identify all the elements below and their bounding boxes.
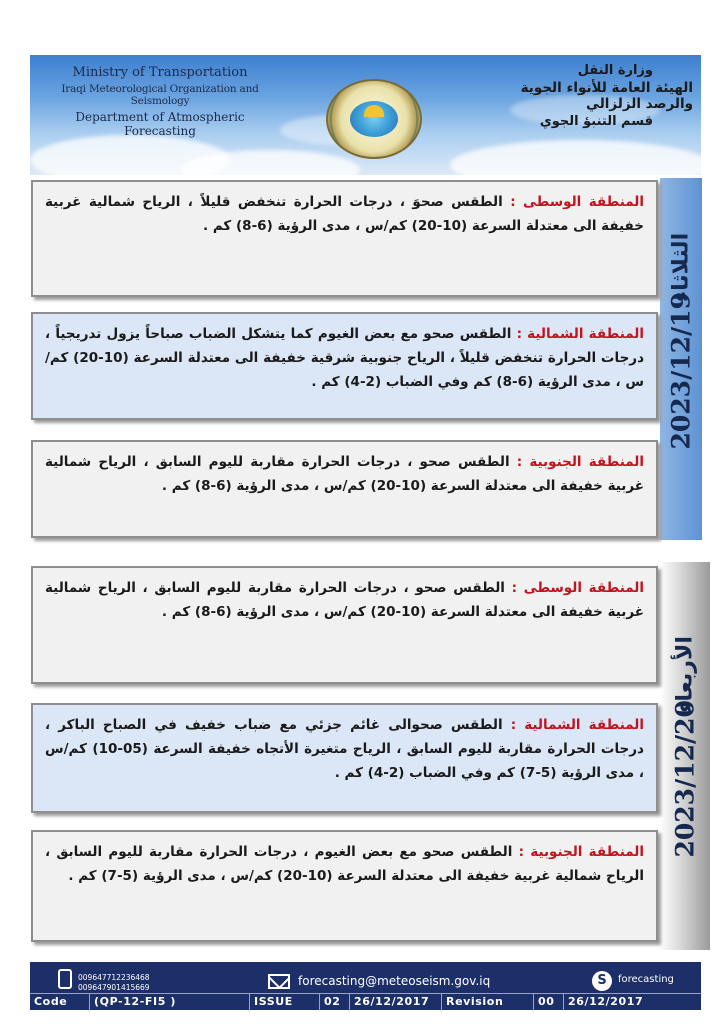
forecast-day2-south <box>31 830 658 942</box>
forecast-text: الطقس صحو ، درجات الحرارة مقاربة لليوم السابق ، الرياح شمالية غربية خفيفة الى معتدلة السرعة (10-20) كم/س ، مدى الرؤية (6-8) كم . <box>45 454 644 494</box>
skype-handle[interactable]: forecasting <box>618 974 674 985</box>
header-arabic-block <box>483 63 693 129</box>
ministry-name-en: Ministry of Transportation <box>72 65 248 80</box>
issue-date: 26/12/2017 <box>350 994 442 1010</box>
envelope-icon <box>268 974 290 989</box>
forecast-text: الطقس صحو ، درجات الحرارة مقاربة لليوم السابق ، الرياح شمالية غربية خفيفة الى معتدلة السرعة (10-20) كم/س ، مدى الرؤية (6-8) كم . <box>45 580 644 620</box>
code-value: (QP-12-FI5 ) <box>90 994 250 1010</box>
organization-name-ar: الهيئة العامة للأنواء الجوية والرصد الزلزالي <box>520 80 693 112</box>
region-label: المنطقة الشمالية : <box>510 717 644 733</box>
phone-number-1: 009647712236468 <box>78 973 150 982</box>
forecast-day1-north <box>31 312 658 420</box>
department-name-ar: قسم التنبؤ الجوي <box>539 114 653 129</box>
forecast-text: الطقس صحو مع بعض الغيوم ، درجات الحرارة مقاربة لليوم السابق ، الرياح شمالية غربية خفيفة الى معتدلة السرعة (10-20) كم/س ، مدى الرؤية (5-7) كم . <box>45 844 644 884</box>
forecast-day1-central <box>31 180 658 297</box>
region-label: المنطقة الوسطى : <box>511 580 644 596</box>
issue-label: ISSUE <box>250 994 320 1010</box>
organization-name-en: Iraqi Meteorological Organization and Seismology <box>61 83 259 107</box>
region-label: المنطقة الجنوبية : <box>518 844 644 860</box>
ministry-name-ar: وزارة النقل <box>577 63 653 78</box>
phone-icon <box>58 969 72 989</box>
revision-label: Revision <box>442 994 534 1010</box>
day-2-date: 2023/12/20 <box>670 700 700 858</box>
revision-date: 26/12/2017 <box>568 995 644 1008</box>
skype-icon: S <box>592 971 612 991</box>
day-1-name: الثلاثاء <box>668 232 694 303</box>
region-label: المنطقة الوسطى : <box>510 194 644 210</box>
footer <box>30 962 701 1010</box>
day-1-date: 2023/12/19 <box>666 292 696 450</box>
issue-number: 02 <box>320 994 350 1010</box>
code-label: Code <box>30 994 90 1010</box>
forecast-day2-north <box>31 703 658 813</box>
header-english-block <box>40 65 280 138</box>
day-2-name: الأربعاء <box>672 636 698 713</box>
forecast-text: الطقس صحو مع بعض الغيوم كما يتشكل الضباب صباحاً يزول تدريجياً ، درجات الحرارة تنخفض قليلاً ، الرياح جنوبية شرقية خفيفة الى معتدلة السرعة (10-20) كم/س ، مدى الرؤية (6-8) كم وفي الضباب (2-4) كم . <box>45 326 644 390</box>
revision-number: 00 <box>534 994 564 1010</box>
phone-number-2: 009647901415669 <box>78 983 150 992</box>
phone-numbers <box>78 973 150 993</box>
forecast-text: الطقس صحوَ ، درجات الحرارة تنخفض قليلاً ، الرياح شمالية غربية خفيفة الى معتدلة السرعة (10-20) كم/س ، مدى الرؤية (6-8) كم . <box>45 194 644 234</box>
region-label: المنطقة الشمالية : <box>516 326 644 342</box>
organization-logo <box>326 79 422 159</box>
header-banner <box>30 55 701 175</box>
region-label: المنطقة الجنوبية : <box>516 454 645 470</box>
contact-email[interactable]: forecasting@meteoseism.gov.iq <box>298 974 491 988</box>
department-name-en: Department of Atmospheric Forecasting <box>75 110 245 138</box>
forecast-day2-central <box>31 566 658 684</box>
forecast-text: الطقس صحوالى غائم جزئي مع ضباب خفيف في الصباح الباكر ، درجات الحرارة مقاربة لليوم السابق ، الرياح متغيرة الأتجاه خفيفة السرعة (05-10) كم/س ، مدى الرؤية (5-7) كم وفي الضباب (2-4) كم . <box>45 717 644 781</box>
forecast-day1-south <box>31 440 658 538</box>
document-code-row <box>30 993 701 1010</box>
